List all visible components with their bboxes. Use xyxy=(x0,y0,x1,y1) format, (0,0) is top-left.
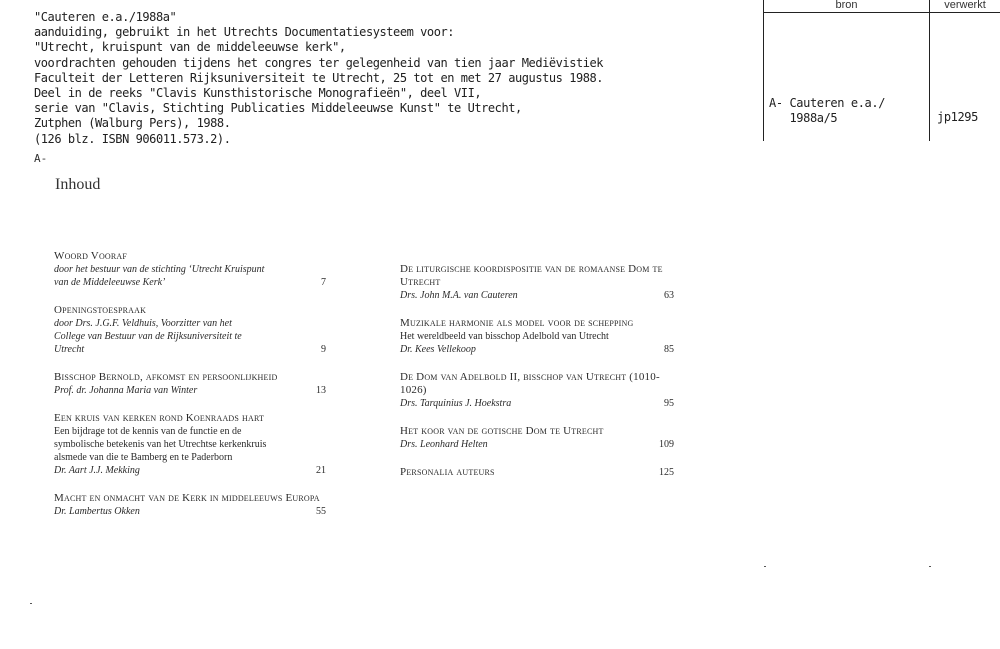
contents-heading: Inhoud xyxy=(55,176,101,193)
toc-entry xyxy=(54,250,328,289)
toc-page-number: 125 xyxy=(659,467,674,478)
toc-entry-author: door het bestuur van de stichting ‘Utrecht Kruispunt xyxy=(54,264,265,275)
toc-entry xyxy=(400,263,676,302)
bron-header: bron xyxy=(835,0,858,11)
toc-page-number: 55 xyxy=(316,506,326,517)
toc-page-number: 85 xyxy=(664,344,674,355)
toc-entry-subtitle: alsmede van die te Bamberg en te Paderborn xyxy=(54,452,233,463)
toc-entry-author: van de Middeleeuwse Kerk’ xyxy=(54,277,166,288)
verwerkt-header: verwerkt xyxy=(944,0,986,11)
toc-entry-title: Het koor van de gotische Dom te Utrecht xyxy=(400,425,604,437)
toc-entry-title: Openingstoespraak xyxy=(54,304,147,316)
toc-entry xyxy=(400,317,676,356)
toc-page-number: 109 xyxy=(659,439,674,450)
toc-entry-author: Drs. Leonhard Helten xyxy=(400,439,488,450)
toc-entry xyxy=(400,371,676,410)
toc-page-number: 21 xyxy=(316,465,326,476)
toc-entry xyxy=(54,492,328,518)
toc-entry-author: Dr. Aart J.J. Mekking xyxy=(54,465,140,476)
toc-entry-title: Een kruis van kerken rond Koenraads hart xyxy=(54,412,265,424)
toc-entry xyxy=(54,371,328,397)
toc-entry-author: Drs. John M.A. van Cauteren xyxy=(400,290,518,301)
scan-speck xyxy=(30,603,32,604)
scan-speck xyxy=(929,566,931,567)
toc-entry-title: Muzikale harmonie als model voor de schepping xyxy=(400,317,634,329)
toc-entry-author: Utrecht xyxy=(54,344,85,355)
toc-entry xyxy=(400,466,676,479)
toc-entry-author: Drs. Tarquinius J. Hoekstra xyxy=(400,398,512,409)
toc-entry-author: Dr. Kees Vellekoop xyxy=(400,344,476,355)
toc-entry-title: Bisschop Bernold, afkomst en persoonlijkheid xyxy=(54,371,278,383)
toc-page-number: 63 xyxy=(664,290,674,301)
scan-speck xyxy=(764,566,766,567)
toc-page-number: 95 xyxy=(664,398,674,409)
toc-entry-author: Dr. Lambertus Okken xyxy=(54,506,140,517)
toc-entry xyxy=(54,304,328,356)
toc-entry-subtitle: symbolische betekenis van het Utrechtse kerkenkruis xyxy=(54,439,267,450)
toc-right-column xyxy=(400,263,676,494)
toc-entry-subtitle: Een bijdrage tot de kennis van de functie en de xyxy=(54,426,242,437)
toc-entry xyxy=(54,412,328,477)
toc-page-number: 13 xyxy=(316,385,326,396)
toc-entry-title: Personalia auteurs xyxy=(400,466,495,478)
bron-value: A- Cauteren e.a./ 1988a/5 xyxy=(769,96,886,125)
toc-entry-author: College van Bestuur van de Rijksuniversiteit te xyxy=(54,331,242,342)
toc-page-number: 7 xyxy=(321,277,326,288)
verwerkt-value: jp1295 xyxy=(937,110,978,124)
toc-entry-author: Prof. dr. Johanna Maria van Winter xyxy=(54,385,198,396)
toc-entry-subtitle: Het wereldbeeld van bisschop Adelbold van Utrecht xyxy=(400,331,609,342)
toc-page-number: 9 xyxy=(321,344,326,355)
catalog-card-text: "Cauteren e.a./1988a" aanduiding, gebruikt in het Utrechts Documentatiesysteem voor: "Utrecht, kruispunt van de middeleeuwse kerk", voordrachten gehouden tijdens het congres ter gelegenheid van tien jaar Mediëvistiek Faculteit der Letteren Rijksuniversiteit te Utrecht, 25 tot en met 27 augustus 1988. Deel in de reeks "Clavis Kunsthistorische Monografieën", deel VII, serie van "Clavis, Stichting Publicaties Middeleeuwse Kunst" te Utrecht, Zutphen (Walburg Pers), 1988. (126 blz. ISBN 906011.573.2). xyxy=(34,10,604,146)
toc-entry xyxy=(400,425,676,451)
card-marker: A- xyxy=(34,152,48,165)
toc-left-column xyxy=(54,250,328,533)
box-middle-rule xyxy=(929,0,930,141)
toc-entry-title: De Dom van Adelbold II, bisschop van Utrecht (1010-1026) xyxy=(400,371,660,396)
toc-entry-author: door Drs. J.G.F. Veldhuis, Voorzitter van het xyxy=(54,318,232,329)
toc-entry-title: De liturgische koordispositie van de romaanse Dom te Utrecht xyxy=(400,263,663,288)
toc-entry-title: Woord Vooraf xyxy=(54,250,128,262)
box-left-rule xyxy=(763,0,764,141)
box-header-rule xyxy=(764,12,1000,13)
toc-entry-title: Macht en onmacht van de Kerk in middeleeuws Europa xyxy=(54,492,320,504)
